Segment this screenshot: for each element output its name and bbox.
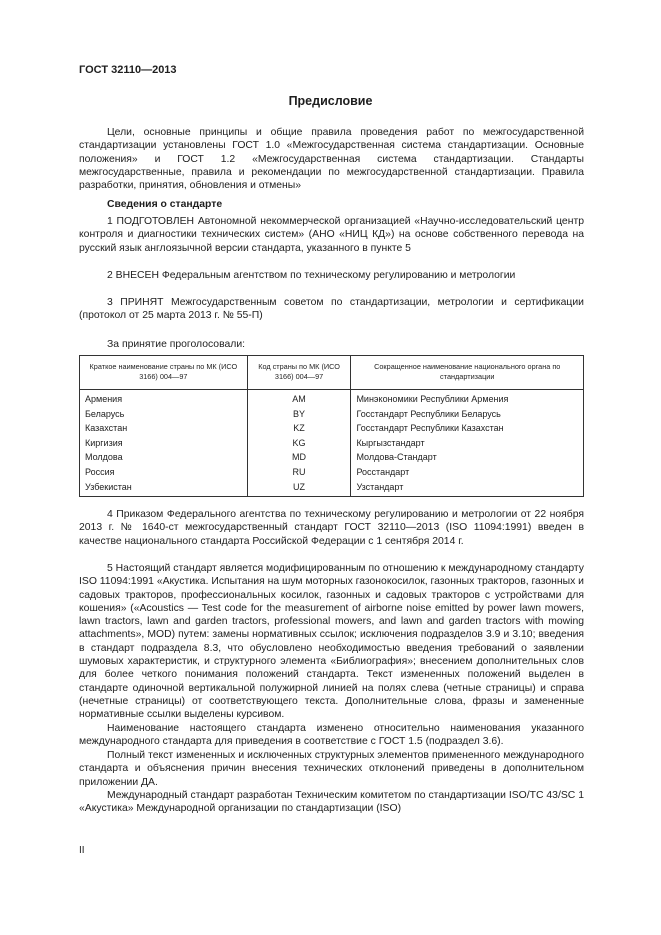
country-code-cell: KZ — [247, 421, 351, 436]
table-row — [80, 450, 584, 465]
standards-body-cell: Молдова-Стандарт — [351, 450, 584, 465]
item-5-developer-note: Международный стандарт разработан Техническим комитетом по стандартизации ISO/TC 43/SC 1 «Акустика» Международной организации по стандартизации (ISO) — [79, 790, 584, 815]
country-code-cell: AM — [247, 390, 351, 407]
item-2-submitted: 2 ВНЕСЕН Федеральным агентством по техническому регулированию и метрологии — [107, 270, 516, 281]
country-cell: Молдова — [80, 450, 248, 465]
item-5-modification: 5 Настоящий стандарт является модифицированным по отношению к международному стандарту ISO 11094:1991 «Акустика. Испытания на шум моторных газонокосилок, газонных тракторов, газонных и садовых тракторов, профессиональных косилок, газонных и садовых тракторов с устройствами для кошения» («Acoustics — Test code for the measurement of airborne noise emitted by power lawn mowers, lawn tractors, lawn and garden tractors, professional mowers, and lawn and garden tractors with mowing attachments», MOD) путем: замены нормативных ссылок; исключения подразделов 3.9 и 3.10; введения в стандарт подраздела 8.3, что обусловлено необходимостью введения требований о заявлении шумовых характеристик, и структурного элемента «Библиография»; внесением дополнительных слов для более четкого понимания положений стандарта. Текст измененных положений выделен в стандарте одиночной вертикальной полужирной линией на полях слева (четные страницы) и справа (нечетные страницы) от соответствующего текста. Дополнительные слова, фразы и замененные нормативные ссылки выделены курсивом. — [79, 563, 584, 721]
standards-body-cell: Госстандарт Республики Беларусь — [351, 407, 584, 422]
table-row — [80, 465, 584, 480]
country-cell: Казахстан — [80, 421, 248, 436]
section-heading: Сведения о стандарте — [107, 199, 223, 210]
table-row — [80, 390, 584, 407]
country-code-cell: BY — [247, 407, 351, 422]
country-cell: Узбекистан — [80, 480, 248, 497]
country-cell: Россия — [80, 465, 248, 480]
standards-body-cell: Госстандарт Республики Казахстан — [351, 421, 584, 436]
intro-paragraph: Цели, основные принципы и общие правила проведения работ по межгосударственной стандартизации установлены ГОСТ 1.0 «Межгосударственная система стандартизации. Основные положения» и ГОСТ 1.2 «Межгосударственная система стандартизации. Стандарты межгосударственные, правила и рекомендации по межгосударственной стандартизации. Правила разработки, принятия, обновления и отмены» — [79, 127, 584, 192]
column-header-code: Код страны по МК (ИСО 3166) 004—97 — [247, 356, 351, 390]
country-cell: Беларусь — [80, 407, 248, 422]
document-code: ГОСТ 32110—2013 — [79, 64, 177, 76]
standards-body-cell: Минэкономики Республики Армения — [351, 390, 584, 407]
item-5-full-text-note: Полный текст измененных и исключенных структурных элементов примененного международного стандарта и объяснения причин внесения технических отклонений приведены в дополнительном приложении ДА. — [79, 750, 584, 788]
country-code-cell: UZ — [247, 480, 351, 497]
country-cell: Киргизия — [80, 436, 248, 451]
vote-table — [79, 355, 584, 497]
table-row — [80, 421, 584, 436]
country-code-cell: MD — [247, 450, 351, 465]
item-4-order: 4 Приказом Федерального агентства по техническому регулированию и метрологии от 22 ноября 2013 г. № 1640-ст межгосударственный стандарт ГОСТ 32110—2013 (ISO 11094:1991) введен в качестве национального стандарта Российской Федерации с 1 сентября 2014 г. — [79, 509, 584, 547]
column-header-country: Краткое наименование страны по МК (ИСО 3166) 004—97 — [80, 356, 248, 390]
standards-body-cell: Росстандарт — [351, 465, 584, 480]
country-code-cell: KG — [247, 436, 351, 451]
table-row — [80, 436, 584, 451]
country-code-cell: RU — [247, 465, 351, 480]
page-number: II — [79, 845, 85, 856]
item-1-prepared: 1 ПОДГОТОВЛЕН Автономной некоммерческой организацией «Научно-исследовательский центр контроля и диагностики технических систем» (АНО «НИЦ КД») на основе собственного перевода на русский язык англоязычной версии стандарта, указанного в пункте 5 — [79, 216, 584, 254]
standards-body-cell: Узстандарт — [351, 480, 584, 497]
table-header-row — [80, 356, 584, 390]
country-cell: Армения — [80, 390, 248, 407]
table-row — [80, 407, 584, 422]
vote-intro: За принятие проголосовали: — [107, 339, 246, 350]
table-row — [80, 480, 584, 497]
standards-body-cell: Кыргызстандарт — [351, 436, 584, 451]
item-5-title-note: Наименование настоящего стандарта изменено относительно наименования указанного международного стандарта для приведения в соответствие с ГОСТ 1.5 (подраздел 3.6). — [79, 723, 584, 748]
item-3-adopted: 3 ПРИНЯТ Межгосударственным советом по стандартизации, метрологии и сертификации (протокол от 25 марта 2013 г. № 55-П) — [79, 297, 584, 322]
page-title: Предисловие — [288, 94, 373, 108]
column-header-body: Сокращенное наименование национального органа по стандартизации — [351, 356, 584, 390]
